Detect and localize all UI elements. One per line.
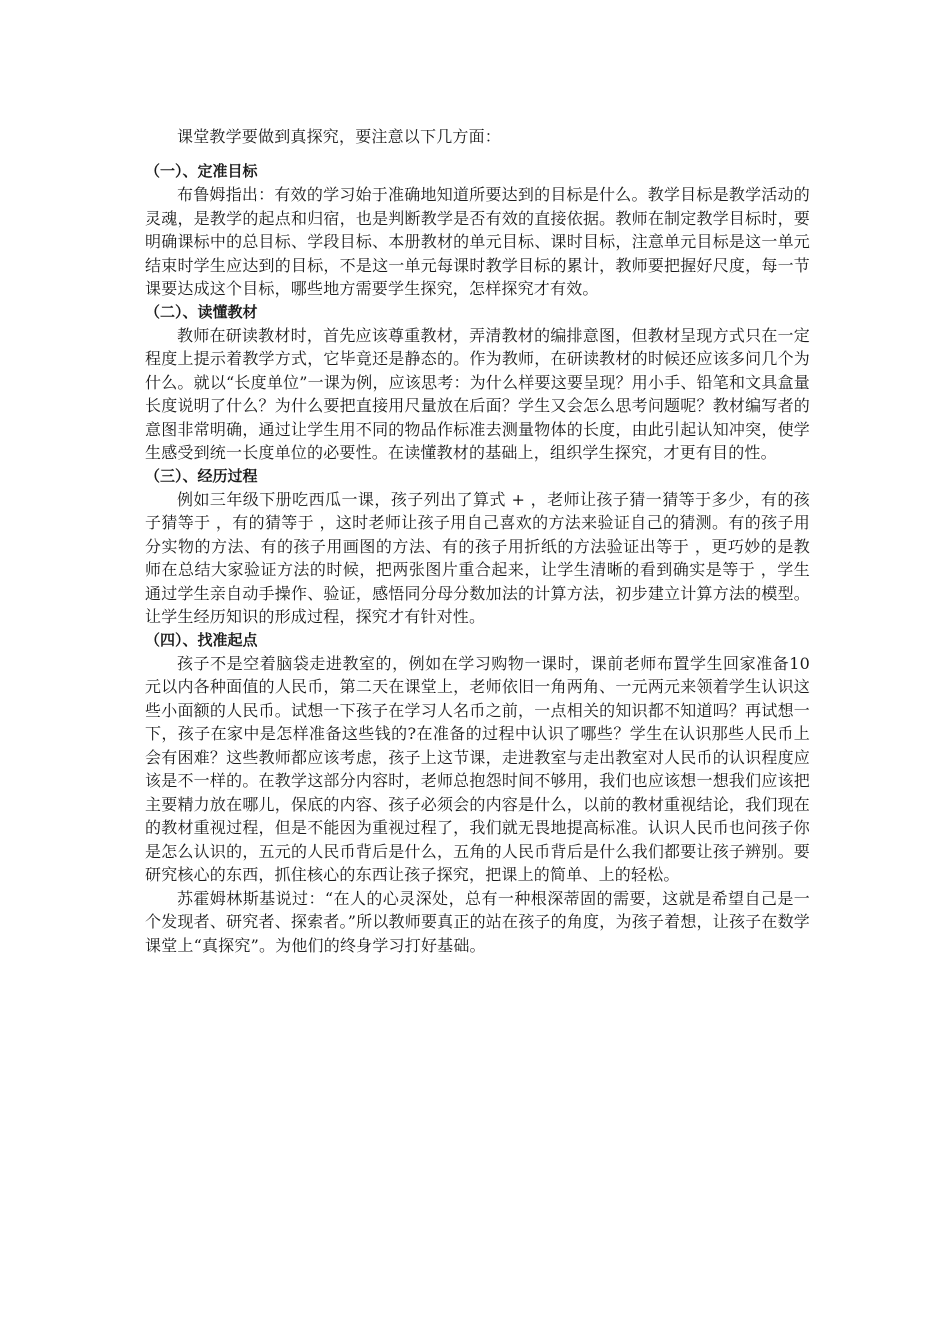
section-1 bbox=[145, 160, 810, 301]
document-body bbox=[145, 123, 810, 957]
section-heading-2: （二）、读懂教材 bbox=[145, 302, 258, 321]
section-2 bbox=[145, 301, 810, 465]
section-4-paragraph-2: 苏霍姆林斯基说过：“在人的心灵深处，总有一种根深蒂固的需要，这就是希望自己是一个发现者、研究者、探索者。”所以教师要真正的站在孩子的角度，为孩子着想，让孩子在数学课堂上“真探究”。为他们的终身学习打好基础。 bbox=[145, 888, 810, 955]
section-4 bbox=[145, 629, 810, 958]
section-4-paragraph-1: 孩子不是空着脑袋走进教室的，例如在学习购物一课时，课前老师布置学生回家准备10元以内各种面值的人民币，第二天在课堂上，老师依旧一角两角、一元两元来领着学生认识这些小面额的人民币。试想一下孩子在学习人名币之前，一点相关的知识都不知道吗？再试想一下，孩子在家中是怎样准备这些钱的?在准备的过程中认识了哪些？学生在认识那些人民币上会有困难？这些教师都应该考虑，孩子上这节课，走进教室与走出教室对人民币的认识程度应该是不一样的。在教学这部分内容时，老师总抱怨时间不够用，我们也应该想一想我们应该把主要精力放在哪儿，保底的内容、孩子必须会的内容是什么，以前的教材重视结论，我们现在的教材重视过程，但是不能因为重视过程了，我们就无畏地提高标准。认识人民币也问孩子你是怎么认识的，五元的人民币背后是什么，五角的人民币背后是什么我们都要让孩子辨别。要研究核心的东西，抓住核心的东西让孩子探究，把课上的简单、上的轻松。 bbox=[145, 653, 810, 884]
section-heading-4: （四）、找准起点 bbox=[145, 630, 258, 649]
section-heading-3: （三）、经历过程 bbox=[145, 466, 258, 485]
section-heading-1: （一）、定准目标 bbox=[145, 162, 258, 180]
section-2-paragraph: 教师在研读教材时，首先应该尊重教材，弄清教材的编排意图，但教材呈现方式只在一定程度上提示着教学方式，它毕竟还是静态的。作为教师，在研读教材的时候还应该多问几个为什么。就以“长度单位”一课为例，应该思考：为什么样要这要呈现？用小手、铅笔和文具盒量长度说明了什么？为什么要把直接用尺量放在后面？学生又会怎么思考问题呢？教材编写者的意图非常明确，通过让学生用不同的物品作标准去测量物体的长度，由此引起认知冲突，使学生感受到统一长度单位的必要性。在读懂教材的基础上，组织学生探究，才更有目的性。 bbox=[145, 325, 810, 462]
section-3-paragraph: 例如三年级下册吃西瓜一课，孩子列出了算式 + ，老师让孩子猜一猜等于多少，有的孩子猜等于 ，有的猜等于 ，这时老师让孩子用自己喜欢的方法来验证自己的猜测。有的孩子用分实物的方法、有的孩子用画图的方法、有的孩子用折纸的方法验证出等于 ，更巧妙的是教师在总结大家验证方法的时候，把两张图片重合起来，让学生清晰的看到确实是等于 ，学生通过学生亲自动手操作、验证，感悟同分母分数加法的计算方法，初步建立计算方法的模型。让学生经历知识的形成过程，探究才有针对性。 bbox=[145, 489, 810, 626]
intro-paragraph: 课堂教学要做到真探究，要注意以下几方面： bbox=[177, 127, 502, 146]
section-3 bbox=[145, 465, 810, 629]
section-1-paragraph: 布鲁姆指出：有效的学习始于准确地知道所要达到的目标是什么。教学目标是教学活动的灵魂，是教学的起点和归宿，也是判断教学是否有效的直接依据。教师在制定教学目标时，要明确课标中的总目标、学段目标、本册教材的单元目标、课时目标，注意单元目标是这一单元结束时学生应达到的目标，不是这一单元每课时教学目标的累计，教师要把握好尺度，每一节课要达成这个目标，哪些地方需要学生探究，怎样探究才有效。 bbox=[145, 185, 810, 298]
